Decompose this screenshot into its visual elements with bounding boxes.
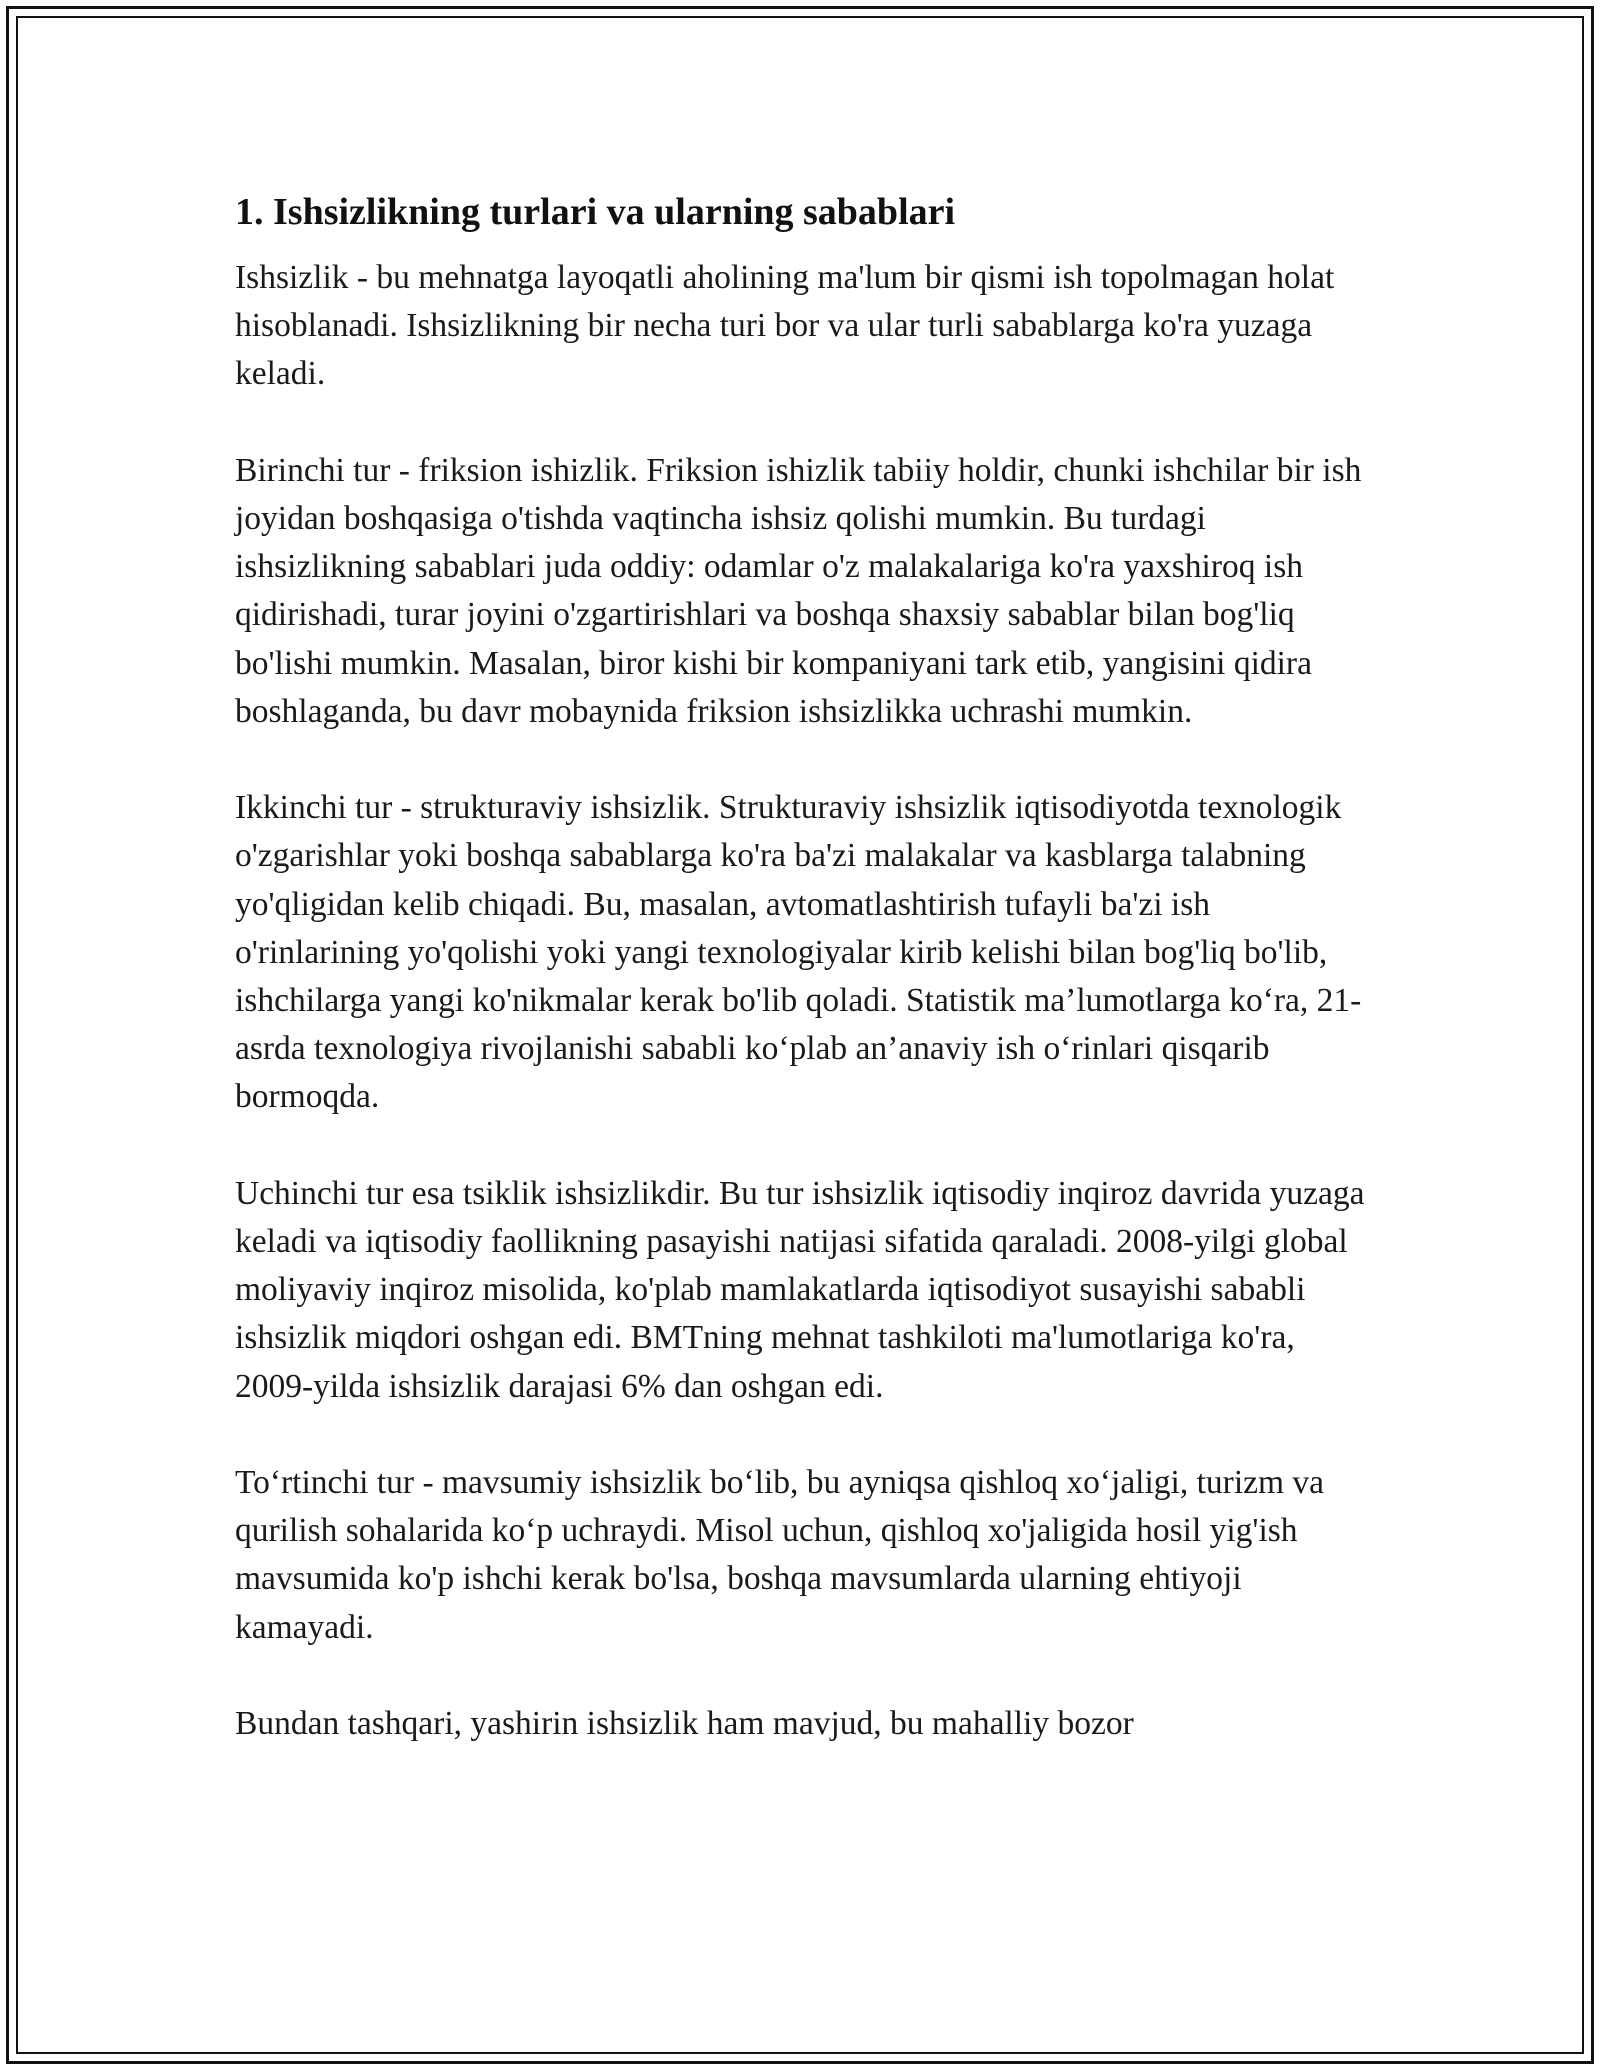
paragraph-frictional: Birinchi tur - friksion ishizlik. Friksion ishizlik tabiiy holdir, chunki ishchilar bir ish joyidan boshqasiga o'tishda vaqtincha ishsiz qolishi mumkin. Bu turdagi ishsizlikning sabablari juda oddiy: odamlar o'z malakalariga ko'ra yaxshiroq ish qidirishadi, turar joyini o'zgartirishlari va boshqa shaxsiy sabablar bilan bog'liq bo'lishi mumkin. Masalan, biror kishi bir kompaniyani tark etib, yangisini qidira boshlaganda, bu davr mobaynida friksion ishsizlikka uchrashi mumkin. bbox=[235, 451, 1362, 730]
paragraph-cyclical: Uchinchi tur esa tsiklik ishsizlikdir. Bu tur ishsizlik iqtisodiy inqiroz davrida yuzaga keladi va iqtisodiy faollikning pasayishi natijasi sifatida qaraladi. 2008-yilgi global moliyaviy inqiroz misolida, ko'plab mamlakatlarda iqtisodiyot susayishi sababli ishsizlik miqdori oshgan edi. BMTning mehnat tashkiloti ma'lumotlariga ko'ra, 2009-yilda ishsizlik darajasi 6% dan oshgan edi. bbox=[235, 1174, 1365, 1405]
paragraph-seasonal: To‘rtinchi tur - mavsumiy ishsizlik bo‘lib, bu ayniqsa qishloq xo‘jaligi, turizm va qurilish sohalarida ko‘p uchraydi. Misol uchun, qishloq xo'jaligida hosil yig'ish mavsumida ko'p ishchi kerak bo'lsa, boshqa mavsumlarda ularning ehtiyoji kamayadi. bbox=[235, 1464, 1325, 1646]
paragraph-hidden: Bundan tashqari, yashirin ishsizlik ham mavjud, bu mahalliy bozor bbox=[235, 1705, 1134, 1743]
paragraph-structural: Ikkinchi tur - strukturaviy ishsizlik. Strukturaviy ishsizlik iqtisodiyotda texnologik o'zgarishlar yoki boshqa sabablarga ko'ra ba'zi malakalar va kasblarga talabning yo'qligidan kelib chiqadi. Bu, masalan, avtomatlashtirish tufayli ba'zi ish o'rinlarining yo'qolishi yoki yangi texnologiyalar kirib kelishi bilan bog'liq bo'lib, ishchilarga yangi ko'nikmalar kerak bo'lib qoladi. Statistik ma’lumotlarga ko‘ra, 21-asrda texnologiya rivojlanishi sababli ko‘plab an’anaviy ish o‘rinlari qisqarib bormoqda. bbox=[235, 789, 1362, 1116]
document-body bbox=[235, 188, 1375, 1796]
section-heading: 1. Ishsizlikning turlari va ularning sabablari bbox=[235, 191, 956, 233]
paragraph-intro: Ishsizlik - bu mehnatga layoqatli aholining ma'lum bir qismi ish topolmagan holat hisoblanadi. Ishsizlikning bir necha turi bor va ular turli sabablarga ko'ra yuzaga keladi. bbox=[235, 259, 1335, 393]
